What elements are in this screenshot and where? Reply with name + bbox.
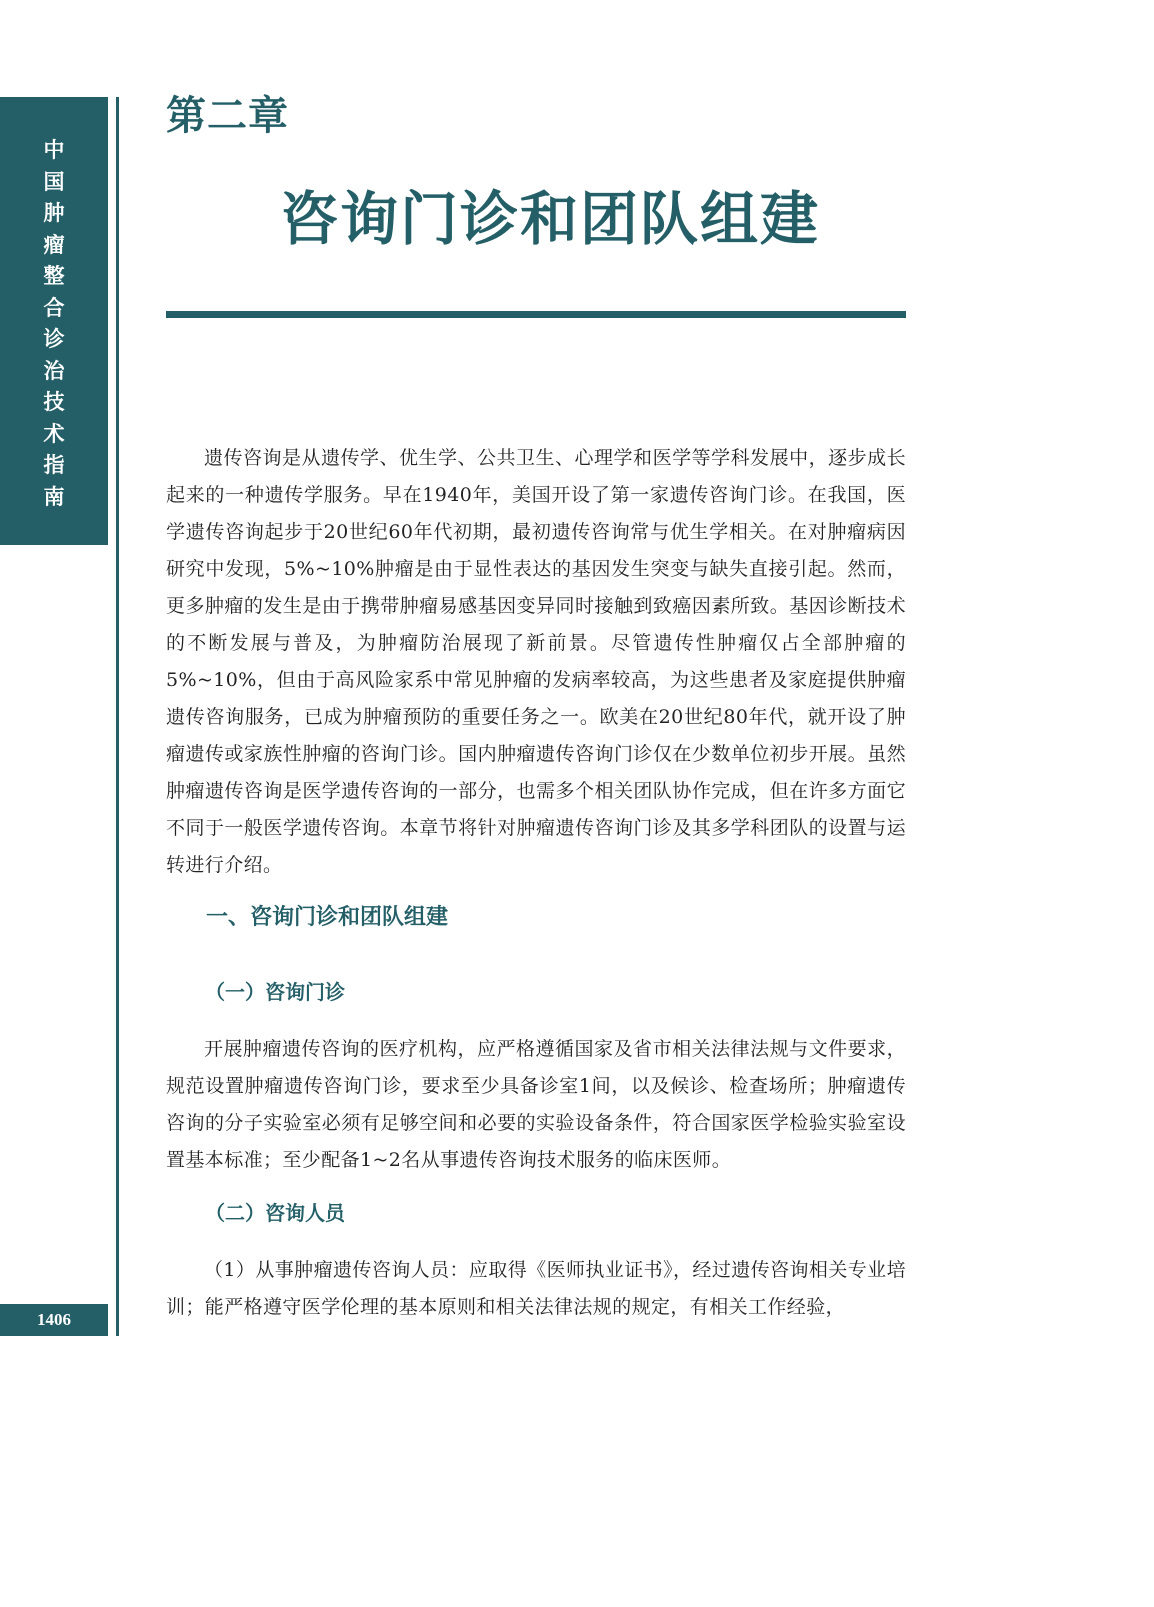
running-title-char: 国 <box>43 169 65 194</box>
running-title-char: 中 <box>43 138 65 162</box>
running-title-char: 指 <box>43 453 65 477</box>
running-title-char: 南 <box>43 484 65 509</box>
running-title-char: 技 <box>43 390 65 414</box>
page-number: 1406 <box>0 1304 108 1336</box>
chapter-label: 第二章 <box>166 93 289 139</box>
running-title-char: 肿 <box>43 201 65 225</box>
margin-vertical-rule <box>116 97 119 1336</box>
running-title <box>0 135 108 513</box>
chapter-title: 咨询门诊和团队组建 <box>280 185 821 253</box>
subsection-heading-staff: （二）咨询人员 <box>205 1201 345 1225</box>
clinic-paragraph: 开展肿瘤遗传咨询的医疗机构，应严格遵循国家及省市相关法律法规与文件要求，规范设置肿瘤遗传咨询门诊，要求至少具备诊室1间，以及候诊、检查场所；肿瘤遗传咨询的分子实验室必须有足够空间和必要的实验设备条件，符合国家医学检验实验室设置基本标准；至少配备1~2名从事遗传咨询技术服务的临床医师。 <box>166 1038 906 1171</box>
staff-paragraph: （1）从事肿瘤遗传咨询人员：应取得《医师执业证书》，经过遗传咨询相关专业培训；能严格遵守医学伦理的基本原则和相关法律法规的规定，有相关工作经验， <box>166 1259 906 1318</box>
running-title-char: 瘤 <box>43 232 65 257</box>
running-title-band <box>0 97 108 545</box>
running-title-char: 整 <box>43 264 65 288</box>
intro-paragraph: 遗传咨询是从遗传学、优生学、公共卫生、心理学和医学等学科发展中，逐步成长起来的一种遗传学服务。早在1940年，美国开设了第一家遗传咨询门诊。在我国，医学遗传咨询起步于20世纪60年代初期，最初遗传咨询常与优生学相关。在对肿瘤病因研究中发现，5%~10%肿瘤是由于显性表达的基因发生突变与缺失直接引起。然而，更多肿瘤的发生是由于携带肿瘤易感基因变异同时接触到致癌因素所致。基因诊断技术的不断发展与普及，为肿瘤防治展现了新前景。尽管遗传性肿瘤仅占全部肿瘤的5%~10%，但由于高风险家系中常见肿瘤的发病率较高，为这些患者及家庭提供肿瘤遗传咨询服务，已成为肿瘤预防的重要任务之一。欧美在20世纪80年代，就开设了肿瘤遗传或家族性肿瘤的咨询门诊。国内肿瘤遗传咨询门诊仅在少数单位初步开展。虽然肿瘤遗传咨询是医学遗传咨询的一部分，也需多个相关团队协作完成，但在许多方面它不同于一般医学遗传咨询。本章节将针对肿瘤遗传咨询门诊及其多学科团队的设置与运转进行介绍。 <box>166 447 906 876</box>
running-title-char: 治 <box>43 358 65 383</box>
running-title-char: 术 <box>43 421 65 446</box>
section-heading: 一、咨询门诊和团队组建 <box>206 905 449 930</box>
running-title-char: 诊 <box>43 327 65 351</box>
running-title-char: 合 <box>43 295 65 320</box>
subsection-heading-clinic: （一）咨询门诊 <box>205 980 345 1004</box>
chapter-title-underline <box>166 311 906 318</box>
